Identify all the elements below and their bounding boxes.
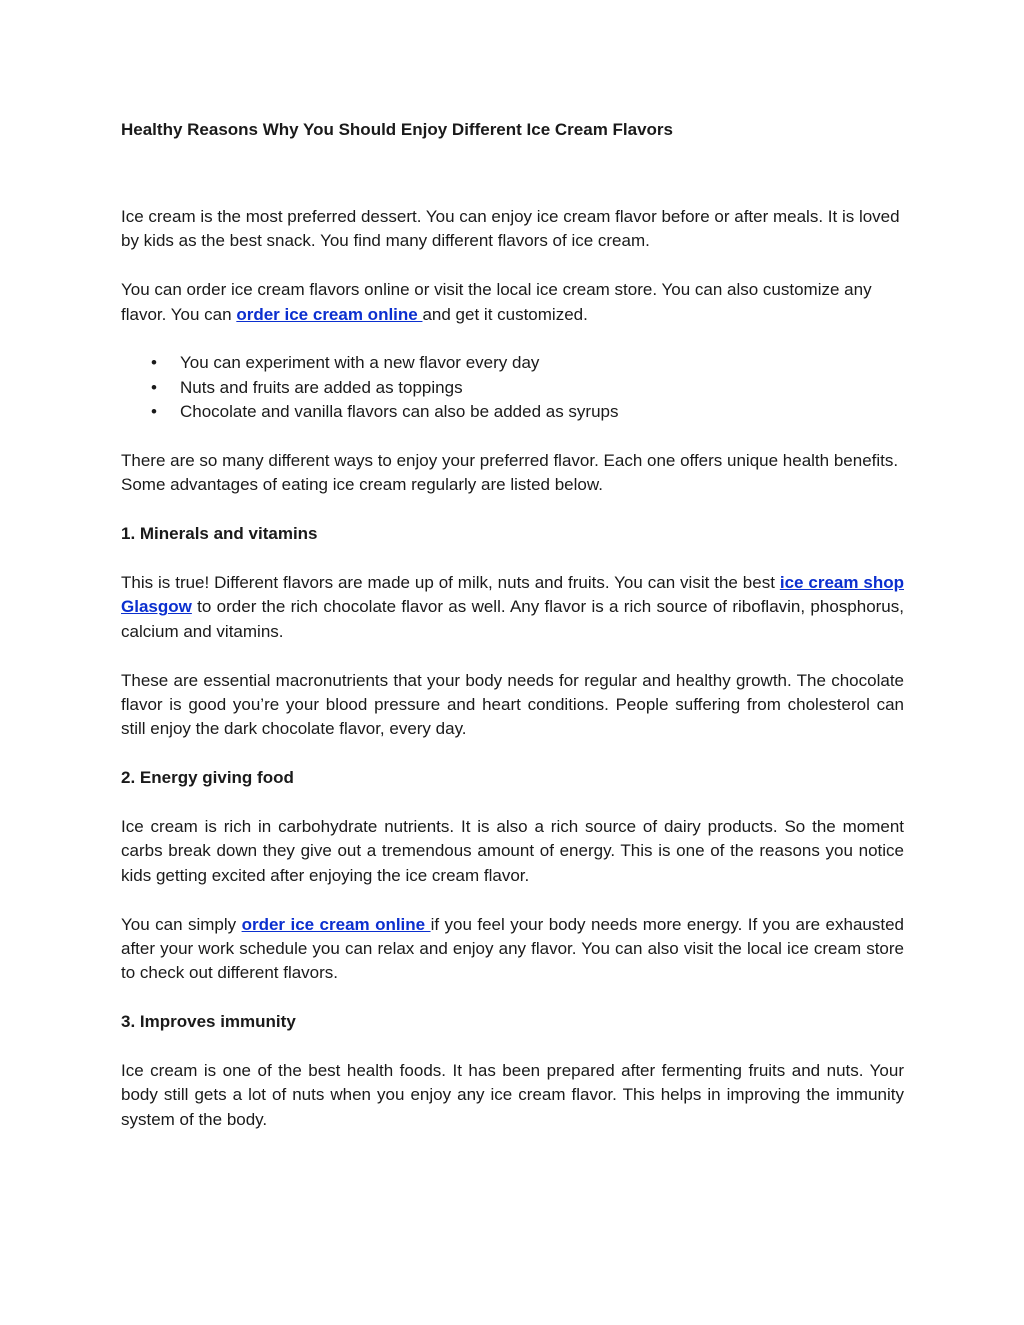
energy-paragraph-2 [121,913,904,986]
energy-text-2b: if you feel your body needs more energy. If you are exhausted after your work schedule you can relax and enjoy any flavor. You can also visit the local ice cream store to check out different flavors. [121,914,904,983]
list-item [121,400,904,424]
immunity-paragraph-1: Ice cream is one of the best health foods. It has been prepared after fermenting fruits and nuts. Your body still gets a lot of nuts when you enjoy any ice cream flavor. This helps in improving the immunity system of the body. [121,1061,904,1129]
list-item-text: Nuts and fruits are added as toppings [180,377,463,397]
section-heading-minerals: 1. Minerals and vitamins [121,524,318,544]
bullet-icon: • [151,353,157,373]
intro-text-2b: and get it customized. [422,304,588,324]
intro-paragraph-2 [121,278,904,327]
bullet-list [121,351,904,424]
minerals-paragraph-2: These are essential macronutrients that your body needs for regular and healthy growth. The chocolate flavor is good you’re your blood pressure and heart conditions. People suffering from cholesterol can still enjoy the dark chocolate flavor, every day. [121,670,904,739]
page-title: Healthy Reasons Why You Should Enjoy Different Ice Cream Flavors [121,120,674,139]
bullet-icon: • [151,377,157,397]
intro-paragraph-1 [121,205,904,254]
list-item [121,351,904,375]
minerals-text-1a: This is true! Different flavors are made up of milk, nuts and fruits. You can visit the best [121,573,780,593]
section-heading-energy: 2. Energy giving food [121,768,294,788]
list-item [121,376,904,400]
minerals-text-1b: to order the rich chocolate flavor as well. Any flavor is a rich source of riboflavin, phosphorus, calcium and vitamins. [121,597,904,641]
minerals-paragraph-1 [121,571,904,644]
intro-text-1: Ice cream is the most preferred dessert. You can enjoy ice cream flavor before or after meals. It is loved by kids as the best snack. You find many different flavors of ice cream. [121,207,900,251]
order-ice-cream-online-link[interactable]: order ice cream online [236,304,423,324]
benefits-intro-paragraph: There are so many different ways to enjoy your preferred flavor. Each one offers unique health benefits. Some advantages of eating ice cream regularly are listed below. [121,451,899,495]
energy-paragraph-1: Ice cream is rich in carbohydrate nutrients. It is also a rich source of dairy products. So the moment carbs break down they give out a tremendous amount of energy. This is one of the reasons you notice kids getting excited after enjoying the ice cream flavor. [121,817,904,885]
order-ice-cream-online-link-2[interactable]: order ice cream online [241,914,431,934]
intro-text-2a: You can order ice cream flavors online or visit the local ice cream store. You can also customize any flavor. You can [121,280,872,324]
energy-text-2a: You can simply [121,914,242,934]
ice-cream-shop-glasgow-link[interactable]: ice cream shop Glasgow [121,573,905,617]
document-page [121,116,904,1157]
list-item-text: You can experiment with a new flavor every day [180,353,540,373]
section-heading-immunity: 3. Improves immunity [121,1012,296,1032]
bullet-icon: • [151,402,157,422]
list-item-text: Chocolate and vanilla flavors can also be added as syrups [180,402,619,422]
